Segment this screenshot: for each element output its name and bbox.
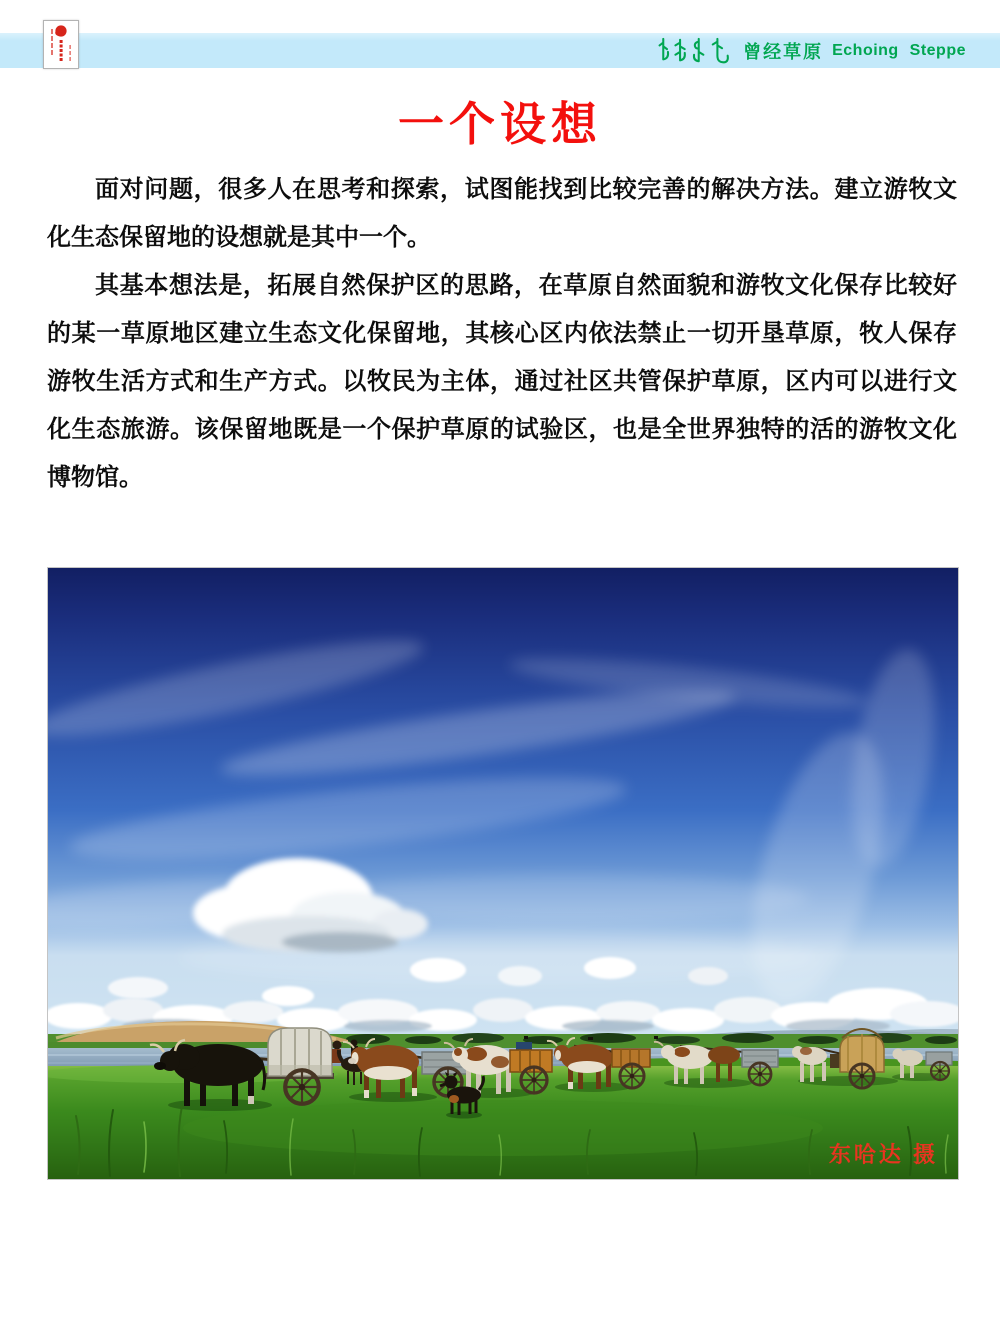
series-title-cn: 曾经草原 bbox=[743, 41, 824, 62]
publisher-seal-logo bbox=[43, 20, 79, 69]
page-title: 一个设想 bbox=[398, 98, 602, 150]
mongolian-script-icon bbox=[656, 37, 734, 65]
body-paragraph-1: 面对问题，很多人在思考和探索，试图能找到比较完善的解决方法。建立游牧文化生态保留地的设想就是其中一个。 bbox=[47, 176, 957, 251]
series-header bbox=[656, 33, 966, 68]
photo-credit: 东哈达 摄 bbox=[828, 1142, 938, 1167]
body-text bbox=[47, 166, 957, 502]
body-paragraph-2: 其基本想法是，拓展自然保护区的思路，在草原自然面貌和游牧文化保存比较好的某一草原地区建立生态文化保留地，其核心区内依法禁止一切开垦草原，牧人保存游牧生活方式和生产方式。以牧民为主体，通过社区共管保护草原，区内可以进行文化生态旅游。该保留地既是一个保护草原的试验区，也是全世界独特的活的游牧文化博物馆。 bbox=[47, 272, 957, 491]
series-title-en: Echoing Steppe bbox=[832, 41, 966, 59]
seal-icon bbox=[44, 21, 78, 68]
photo-figure bbox=[47, 567, 959, 1180]
steppe-photo bbox=[48, 568, 958, 1179]
